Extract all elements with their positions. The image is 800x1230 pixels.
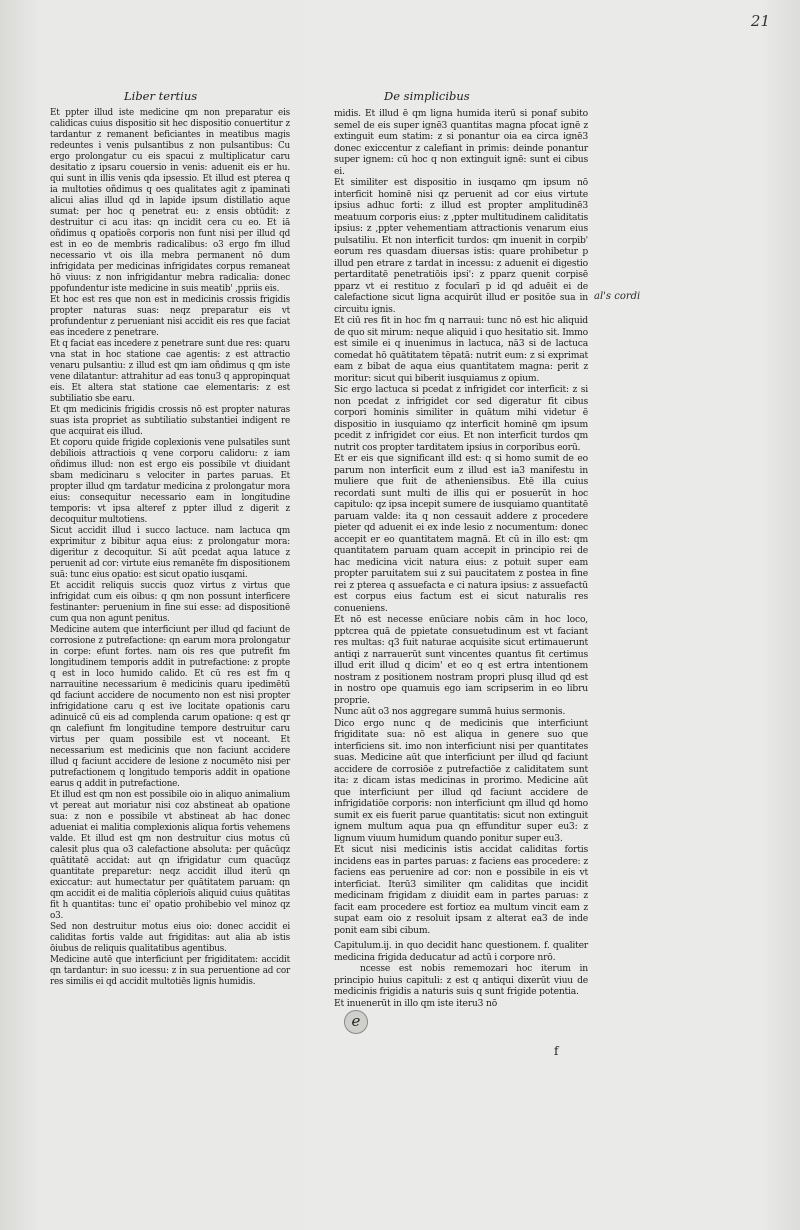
paragraph: Et illud est qm non est possibile oio in aliquo animalium vt pereat aut moriatur nisi coz abstineat ab opatione sua: z non e possibile vt abstineat ab hac donec adueniat ei malitia complexionis aliqua fortis vehemens valde. Et illud est qm non destruitur cius motus cū calesit plus qua o3 calefactione absoluta: per quācūqz quātitatē accidat: aut qn ifrigidatur cum quacūqz quantitate preparetur: neqz accidit illud iterū qn exiccatur: aut humectatur per quātitatem paruam: qn qm accidit ei de malitia cōplerioīs aliquid cuius quātitas fit h quantitas: tunc ei' opatio prohibebio vel minoz qz o3. — [50, 790, 290, 921]
paragraph: Sic ergo lactuca si pcedat z infrigidet cor interficit: z si non pcedat z infrigidet cor sed digeratur fit cibus corpori hominis similiter in quātum mihi videtur ē dispositio in iusquiamo qz interficit hominē qm ipsum pcedit z infrigidet cor eius. Et non interficit turdos qm nutrit cos propter tarditatem ipsius in corporibus eorū. — [334, 384, 588, 453]
folio-number: 21 — [750, 12, 770, 30]
initial-letter: e — [344, 1010, 368, 1034]
chapter-opening: ncesse est nobis rememozari hoc iterum in principio huius capituli: z est q antiqui dixerūt viuu de medicinis frigidis a naturis suis q sunt frigide potentia. — [334, 963, 588, 997]
paragraph: Et sicut nisi medicinis istis accidat caliditas fortis incidens eas in partes paruas: z faciens eas procedere: z faciens eas peruenire ad cor: non e possibile in eis vt interficiat. Iterū3 similiter qm caliditas que incidit medicinam frigidam z diuidit eam in partes paruas: z facit eam procedere est fortioz ea multum vincit eam z supat eam oio z resoluit ipsam z alterat ea3 de inde ponit eam sibi cibum. — [334, 844, 588, 936]
paragraph: Et ppter illud iste medicine qm non preparatur eis calidicas cuius dispositio sit hec dispositio conuertitur z tardantur z remanent beficiantes in meatibus magis redeuntes i venis pulsantibus z non pulsantibus: Cu ergo prolongatur cu eis spacui z multiplicatur caru desitatio z ipsaru couersio in venis: aduenit eis er hu. qui sunt in illis venis qda ipsessio. Et illud est pterea q ia multoties oñdimus q oes qualitates agit z ipaminati alicui alias illud qd in lapide ipsum distillatio aque sumat: per hoc q penetrat eu: z ensis obtūdit: z destruitur ci acu itas: qn incidit cera cu eo. Et iā oñdimus q opatioẽs corporis non funt nisi per illud qd est in eo de membris radicalibus: o3 ergo fm illud necessario vt ois illa mebra permanent nō dum infrigidata per medicinas infrigidates corpus remaneat hō viuus: z non infrigidantur mebra radicalia: donec ppofundentur iste medicine in suis meatib' ,ppriis eis. — [50, 108, 290, 294]
paragraph: Et ciū res fit in hoc fm q narraui: tunc nō est hic aliquid de quo sit mirum: neque aliquid i quo hesitatio sit. Immo est simile ei q inuenimus in lactuca, nā3 si de lactuca comedat hō quātitatem tēpatā: nutrit eum: z si exprimat eam z bibat de aqua eius quantitatem magna: perit z moritur: sicut qui biberit iusquiamus z opium. — [334, 315, 588, 384]
paragraph: Sed non destruitur motus eius oio: donec accidit ei caliditas fortis valde aut frigiditas: aut alia ab istis ōiubus de reliquis qualitatibus agentibus. — [50, 922, 290, 954]
paragraph: Dico ergo nunc q de medicinis que interficiunt frigiditate sua: nō est aliqua in genere suo que interficiens sit. imo non interficiunt nisi per quantitates suas. Medicine aūt que interficiunt per illud qd faciunt accidere de corrosiōe z putrefactiōe z caliditatem sunt ita: z dicam istas medicinas in prorimo. Medicine aūt que interficiunt per illud qd faciunt accidere de infrigidatiōe corporis: non interficiunt qm illud qd homo sumit ex eis fuerit parue quantitatis: sicut non extinguit ignem multum aqua pua qn effunditur super eu3: z lignum viuum humidum quando ponitur super eu3. — [334, 717, 588, 844]
left-column — [50, 108, 290, 988]
running-head-left: Liber tertius — [124, 89, 198, 103]
chapter-heading: Capitulum.ij. in quo decidit hanc questionem. f. qualiter medicina frigida deducatur ad actū i corpore nrō. — [334, 940, 588, 963]
paragraph: Et accidit reliquis succis quoz virtus z virtus que infrigidat cum eis oibus: q qm non possunt interficere festinanter: peruenium in fine sui esse: ad dispositionē cum qua non agunt penitus. — [50, 581, 290, 624]
paragraph: Nunc aūt o3 nos aggregare summā huius sermonis. — [334, 706, 566, 717]
paragraph: midis. Et illud ē qm ligna humida iterū si ponaf subito semel de eis super ignē3 quantitas magna pfocat ignē z extinguit eum statim: z si ponantur oia ea circa ignē3 donec exiccentur z calefiant in primis: deinde ponantur super ignem: cū hoc q non extinguit ignē: sunt ei cibus ei. — [334, 108, 588, 177]
right-column — [334, 108, 588, 1009]
paragraph: Et hoc est res que non est in medicinis crossis frigidis propter naturas suas: neqz preparatur eis vt profundentur z perueniant nisi accidit eis res que faciat eas incedere z penetrare. — [50, 295, 290, 338]
paragraph: Et er eis que significant illd est: q si homo sumit de eo parum non interficit eum z illud est ia3 manifestu in muliere que fuit de atheniensibus. Etē illa cuius recordati sunt multi de illis qui er posuerūt in hoc capitulo: qz ipsa incepit sumere de iusquiamo quantitatē paruam valde: ita q non cessauit addere z procedere pieter qd aduenit ei ex inde lesio z nocumentum: donec accepit er eo quantitatem magnā. Et cū in illo est: qm quantitatem paruam quam accepit in principio rei de hac medicina vicit natura eius: z potuit super eam propter paruitatem sui z sui paucitatem z postea in fine rei z pterea q assuefacta e ci natura ipsius: z assuefactū est corpus eius factum est ei sicut naturalis res conueniens. — [334, 453, 588, 614]
right-margin-note: al's cordi — [594, 291, 641, 302]
paragraph: Et nō est necesse enūciare nobis cām in hoc loco, pptcrea quā de ppietate consuetudinum est vt faciant res multas: q3 fuit naturae acquisite sicut ertimauerunt antiqi z narrauerūt sunt vincentes quantus fit certimus illud erit illud q dicim' et eo q est ertra intentionem nostram z positionem nostram propri plusq illud qd est in nostro ope quamuis ego iam scripserim in eo libru proprie. — [334, 614, 588, 706]
paragraph: Et coporu quide frigide coplexionis vene pulsatiles sunt debiliois attractiois q vene corporu calidoru: z iam oñdimus illud: non est ergo eis possibile vt diuidant sbam medicinaru s velociter in partes paruas. Et propter illud qm tardatur medicina z prolongatur mora eius: consequitur necessario eam in longitudine temporis: vt ipsa alteref z ppter illud z digerit z decoquitur multotiens. — [50, 438, 290, 525]
paragraph: Medicine autē que interficiunt per frigiditatem: accidit qn tardantur: in suo icessu: z in sua peruentione ad cor res similis ei qd accidit multotiēs lignis humidis. — [50, 955, 290, 987]
signature-mark: f — [554, 1044, 559, 1058]
paragraph: Medicine autem que interficiunt per illud qd faciunt de corrosione z putrefactione: qn earum mora prolongatur in corpe: efunt fortes. nam ois res que putrefit fm longitudinem temporis addit in putrefactione: z propte q est in loco humido calido. Et cū res est fm q narrauitine necessarium ē medicinis quaru ipedimētū qd faciunt accidere de nocumento non est nisi propter infrigidatione caru q est ive locitate opationis caru adinuicē cū eis ad complenda carum opatione: q est qr qn calefiunt fm longitudine tempore destruitur caru virtus per quam possibile est vt noceant. Et necessarium est medicinis que non faciunt accidere illud q faciunt accidere de lesione z nocumēto nisi per putrefactionem q longitudo temporis addit in opatione earus q addit in putrefactione. — [50, 625, 290, 789]
paragraph: Sicut accidit illud i succo lactuce. nam lactuca qm exprimitur z bibitur aqua eius: z prolongatur mora: digeritur z decoquitur. Si aūt pcedat aqua latuce z peruenit ad cor: virtute eius remanēte fm dispositionem suā: tunc eius opatio: est sicut opatio iusqami. — [50, 526, 290, 580]
paragraph: Et similiter est dispositio in iusqamo qm ipsum nō interficit hominē nisi qz peruenit ad cor eius virtute ipsius adhuc forti: z illud est propter amplitudinē3 meatuum corporis eius: z ,ppter multitudinem caliditatis ipsius: z ,ppter vehementiam attractionis venarum eius pulsatiliu. Et non interficit turdos: qm inuenit in corpib' eorum res quasdam diuersas istis: quare prohibetur p illud pen etrare z tardat in incessu: z aduenit ei digestio pertarditatē penetratiōis ipsi': z pparz quenit corpisē pparz vt ei restituo z focularī p id qd aduēit ei de calefactione sicut ligna acquirūt illud er positōe sua in circuitu ignis. — [334, 177, 588, 315]
paragraph: Et q faciat eas incedere z penetrare sunt due res: quaru vna stat in hoc statione cae agentis: z est attractio venaru pulsantiu: z illud est qm iam oñdimus q qm iste vene dilatantur: attrahitur ad eas tonu3 q appropinquat eis. Et altera stat statione cae elementaris: z est subtiliatio sbe earu. — [50, 339, 290, 404]
paragraph: Et qm medicinis frigidis crossis nō est propter naturas suas ista propriet as subtiliatio substantiei indigent re que acquirat eis illud. — [50, 405, 290, 437]
running-head-right: De simplicibus — [384, 89, 470, 103]
chapter-tail: Et inuenerūt in illo qm iste iteru3 nō — [334, 997, 498, 1009]
